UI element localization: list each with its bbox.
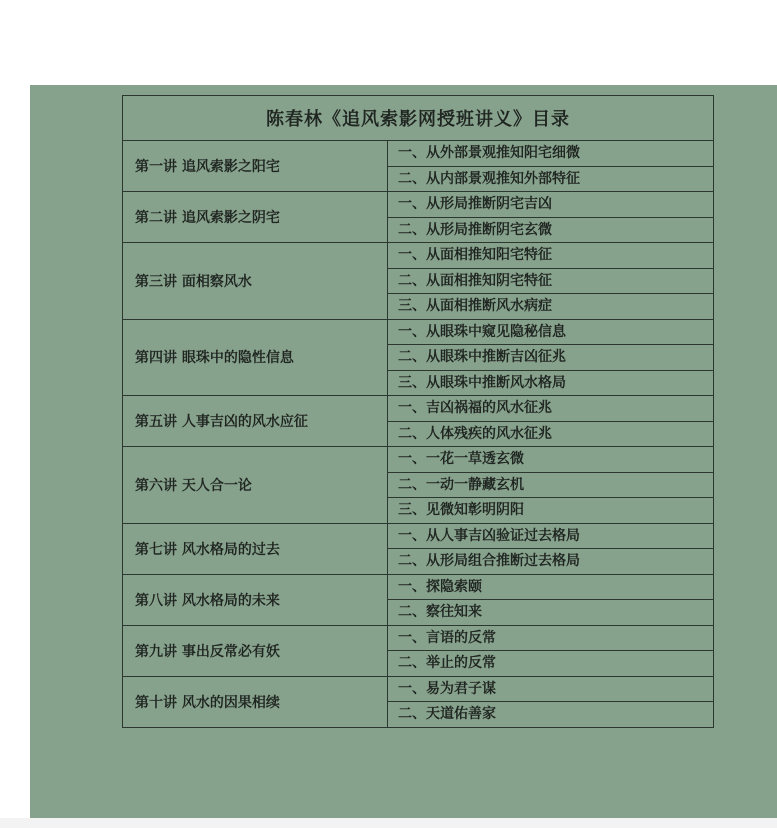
section-item: 二、一动一静藏玄机 bbox=[388, 473, 713, 499]
section-item: 三、见微知彰明阴阳 bbox=[398, 502, 524, 518]
page-bottom-edge bbox=[0, 818, 777, 828]
section-item: 二、从形局推断阴宅玄微 bbox=[398, 221, 552, 238]
section-item: 二、从形局组合推断过去格局 bbox=[398, 553, 580, 569]
section-item: 一、从眼珠中窥见隐秘信息 bbox=[388, 320, 713, 346]
lecture-row bbox=[123, 575, 713, 626]
section-item: 一、一花一草透玄微 bbox=[388, 447, 713, 473]
section-item: 一、易为君子谋 bbox=[388, 677, 713, 703]
lecture-row bbox=[123, 677, 713, 727]
section-item: 一、从外部景观推知阳宅细微 bbox=[388, 141, 713, 167]
section-item: 二、从内部景观推知外部特征 bbox=[398, 170, 580, 187]
lecture-row bbox=[123, 447, 713, 524]
section-item: 一、言语的反常 bbox=[388, 626, 713, 652]
lecture-title: 第十讲 风水的因果相续 bbox=[123, 677, 388, 727]
section-item: 二、举止的反常 bbox=[398, 655, 496, 671]
lecture-row bbox=[123, 320, 713, 397]
contents-table bbox=[122, 95, 714, 728]
section-item: 三、从眼珠中推断风水格局 bbox=[398, 374, 566, 391]
lecture-row bbox=[123, 524, 713, 575]
lecture-row bbox=[123, 626, 713, 677]
section-item: 三、从面相推断风水病症 bbox=[398, 298, 552, 314]
section-item: 二、从面相推知阴宅特征 bbox=[388, 269, 713, 295]
section-item: 二、察往知来 bbox=[398, 604, 482, 620]
section-item: 二、人体残疾的风水征兆 bbox=[398, 425, 552, 442]
lecture-title: 第五讲 人事吉凶的风水应征 bbox=[123, 396, 388, 446]
lecture-row bbox=[123, 243, 713, 320]
section-item: 二、从眼珠中推断吉凶征兆 bbox=[388, 345, 713, 371]
lecture-title: 第七讲 风水格局的过去 bbox=[123, 524, 388, 574]
lecture-row bbox=[123, 396, 713, 447]
section-item: 一、从面相推知阳宅特征 bbox=[388, 243, 713, 269]
section-item: 一、吉凶祸福的风水征兆 bbox=[388, 396, 713, 422]
lecture-row bbox=[123, 141, 713, 192]
section-item: 一、探隐索颐 bbox=[388, 575, 713, 601]
lecture-title: 第八讲 风水格局的未来 bbox=[123, 575, 388, 625]
lecture-title: 第二讲 追风索影之阴宅 bbox=[123, 192, 388, 242]
document-title: 陈春林《追风索影网授班讲义》目录 bbox=[123, 96, 713, 141]
lecture-title: 第四讲 眼珠中的隐性信息 bbox=[123, 320, 388, 396]
lecture-row bbox=[123, 192, 713, 243]
lecture-title: 第一讲 追风索影之阳宅 bbox=[123, 141, 388, 191]
section-item: 一、从形局推断阴宅吉凶 bbox=[388, 192, 713, 218]
lecture-title: 第三讲 面相察风水 bbox=[123, 243, 388, 319]
section-item: 一、从人事吉凶验证过去格局 bbox=[388, 524, 713, 550]
section-item: 二、天道佑善家 bbox=[398, 706, 496, 722]
lecture-title: 第六讲 天人合一论 bbox=[123, 447, 388, 523]
lecture-title: 第九讲 事出反常必有妖 bbox=[123, 626, 388, 676]
